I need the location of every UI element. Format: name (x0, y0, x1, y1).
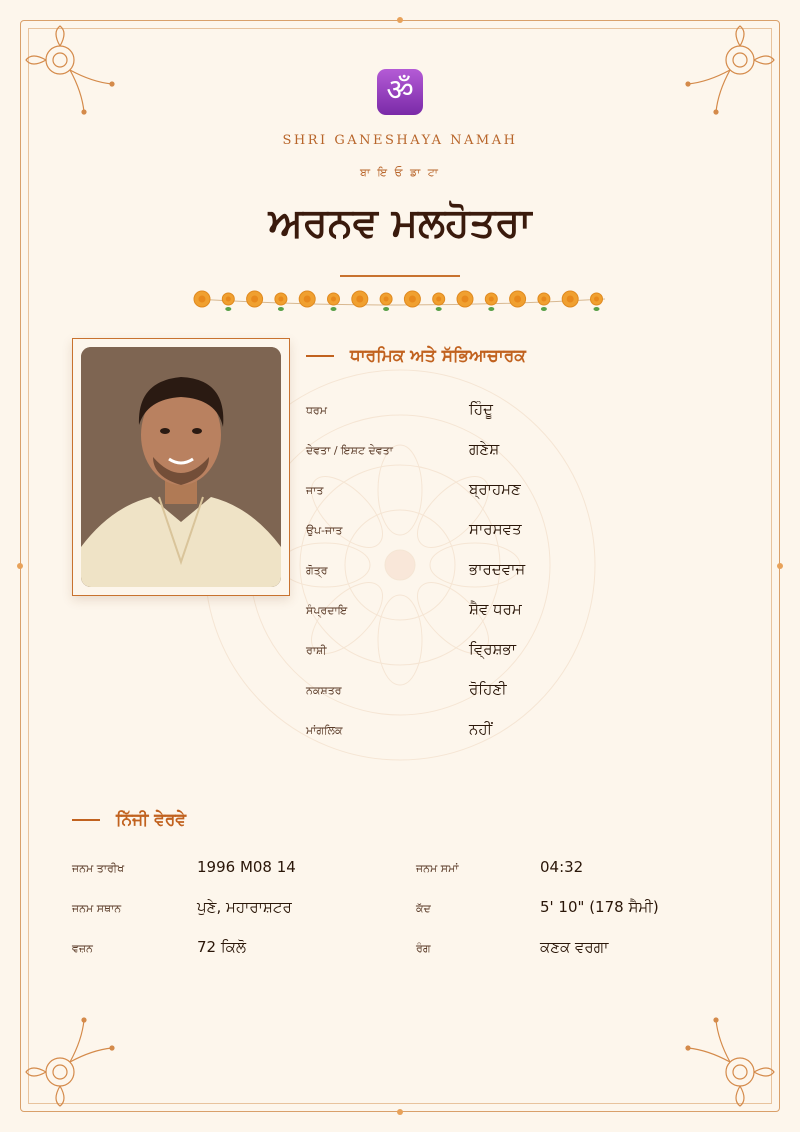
field-label: ਵਜ਼ਨ (72, 942, 93, 955)
document-label: ਬਾ ਇ ਓ ਡਾ ਟਾ (360, 166, 440, 179)
personal-field (416, 858, 716, 878)
marigold-flower (352, 291, 368, 307)
marigold-garland (190, 285, 610, 321)
religious-row (306, 720, 746, 740)
personal-field (72, 898, 372, 918)
field-value: ਹਿੰਦੂ (469, 400, 493, 418)
corner-ornament-bottom-right (678, 1010, 778, 1110)
om-icon: ॐ (377, 69, 423, 115)
personal-section-title: ਨਿੱਜੀ ਵੇਰਵੇ (116, 810, 187, 830)
marigold-flower (328, 293, 340, 311)
marigold-flower (380, 293, 392, 311)
religious-row (306, 680, 746, 700)
marigold-flower (538, 293, 550, 311)
field-label: ਜਾਤ (306, 484, 324, 497)
field-value: 1996 M08 14 (197, 858, 296, 876)
field-value: ਸ਼ੈਵ ਧਰਮ (469, 600, 522, 618)
religious-row (306, 440, 746, 460)
leaf (225, 307, 231, 311)
field-value: ਕਣਕ ਵਰਗਾ (540, 938, 609, 956)
profile-photo (81, 347, 281, 587)
leaf (594, 307, 600, 311)
leaf (383, 307, 389, 311)
religious-row (306, 640, 746, 660)
border-dot-right (777, 563, 783, 569)
religious-section-heading (306, 346, 526, 366)
field-value: ਪੁਣੇ, ਮਹਾਰਾਸ਼ਟਰ (197, 898, 292, 916)
marigold-flower (275, 293, 287, 311)
marigold-flower (510, 291, 526, 307)
field-value: ਬ੍ਰਾਹਮਣ (469, 480, 521, 498)
marigold-flower (433, 293, 445, 311)
marigold-flower (457, 291, 473, 307)
field-label: ਗੋਤ੍ਰ (306, 564, 328, 577)
border-dot-left (17, 563, 23, 569)
corner-ornament-bottom-left (22, 1010, 122, 1110)
invocation-text: SHRI GANESHAYA NAMAH (282, 133, 518, 148)
field-label: ਰੰਗ (416, 942, 431, 955)
religious-row (306, 560, 746, 580)
field-label: ਸੰਪ੍ਰਦਾਇ (306, 604, 348, 617)
field-label: ਜਨਮ ਸਮਾਂ (416, 862, 459, 875)
field-value: ਭਾਰਦਵਾਜ (469, 560, 526, 578)
field-value: 04:32 (540, 858, 584, 876)
field-value: ਰੋਹਿਣੀ (469, 680, 507, 698)
corner-ornament-top-right (678, 22, 778, 122)
field-label: ਦੇਵਤਾ / ਇਸ਼ਟ ਦੇਵਤਾ (306, 444, 393, 457)
field-value: ਗਣੇਸ਼ (469, 440, 500, 458)
leaf (488, 307, 494, 311)
religious-section-title: ਧਾਰਮਿਕ ਅਤੇ ਸੱਭਿਆਚਾਰਕ (350, 346, 526, 366)
heading-dash (72, 819, 100, 821)
marigold-flower (485, 293, 497, 311)
leaf (541, 307, 547, 311)
name-divider (340, 275, 460, 277)
marigold-flower (299, 291, 315, 307)
leaf (331, 307, 337, 311)
field-label: ਨਕਸ਼ਤਰ (306, 684, 342, 697)
field-label: ਕੱਦ (416, 902, 431, 915)
field-value: 72 ਕਿਲੋ (197, 938, 247, 956)
field-label: ਧਰਮ (306, 404, 327, 417)
religious-row (306, 400, 746, 420)
marigold-flower (591, 293, 603, 311)
field-value: ਸਾਰਸਵਤ (469, 520, 522, 538)
marigold-flower (222, 293, 234, 311)
marigold-flower (562, 291, 578, 307)
religious-row (306, 600, 746, 620)
candidate-name: ਅਰਨਵ ਮਲਹੋਤਰਾ (268, 200, 532, 246)
religious-row (306, 480, 746, 500)
personal-section-heading (72, 810, 186, 830)
field-label: ਰਾਸ਼ੀ (306, 644, 327, 657)
field-value: ਨਹੀਂ (469, 720, 493, 738)
heading-dash (306, 355, 334, 357)
marigold-flower (247, 291, 263, 307)
garland-graphic (190, 285, 610, 321)
field-label: ਜਨਮ ਤਾਰੀਖ (72, 862, 125, 875)
marigold-flower (194, 291, 210, 307)
border-dot-top (397, 17, 403, 23)
profile-photo-frame (72, 338, 290, 596)
leaf (278, 307, 284, 311)
leaf (436, 307, 442, 311)
marigold-flower (404, 291, 420, 307)
field-value: ਵ੍ਰਿਸ਼ਭਾ (469, 640, 516, 658)
border-dot-bottom (397, 1109, 403, 1115)
field-label: ਮਾਂਗਲਿਕ (306, 724, 343, 737)
field-value: 5' 10" (178 ਸੈਮੀ) (540, 898, 659, 916)
field-label: ਉਪ-ਜਾਤ (306, 524, 343, 537)
personal-field (416, 938, 716, 958)
field-label: ਜਨਮ ਸਥਾਨ (72, 902, 122, 915)
personal-field (416, 898, 716, 918)
personal-field (72, 938, 372, 958)
religious-row (306, 520, 746, 540)
personal-field (72, 858, 372, 878)
corner-ornament-top-left (22, 22, 122, 122)
